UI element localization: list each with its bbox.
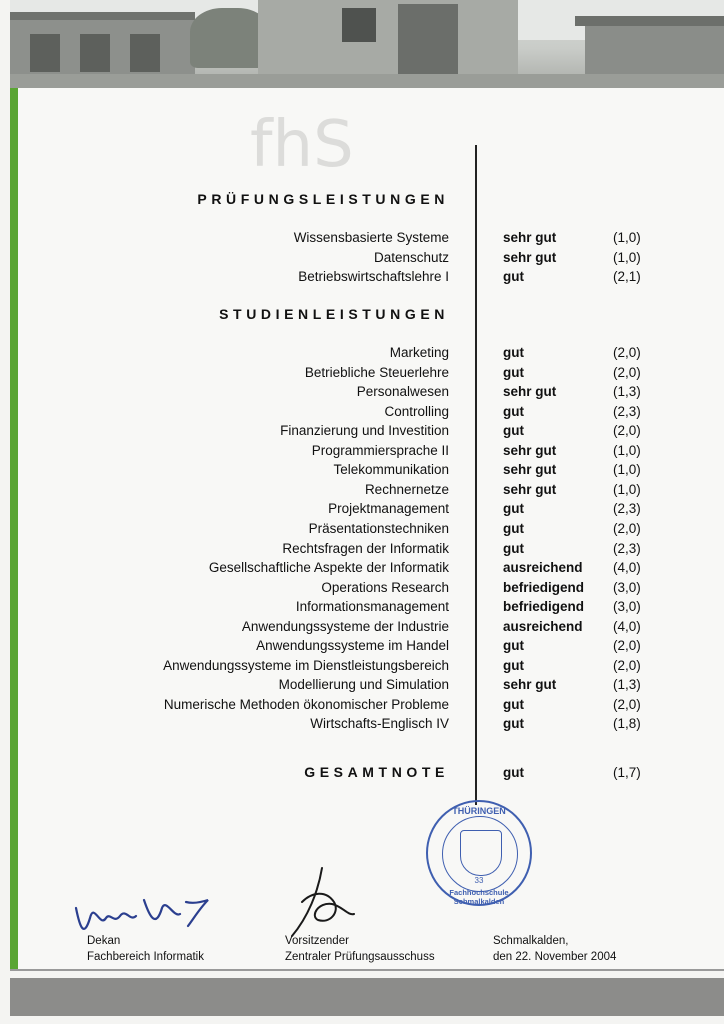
official-seal-stamp xyxy=(426,800,532,906)
grade-text: sehr gut xyxy=(503,230,557,245)
section-title-pruefungsleistungen: PRÜFUNGSLEISTUNGEN xyxy=(197,191,449,207)
grade-text: gut xyxy=(503,269,524,284)
vorsitzender-signature xyxy=(282,862,362,942)
grade-row xyxy=(0,558,724,578)
grade-text: gut xyxy=(503,364,524,380)
section-title-studienleistungen: STUDIENLEISTUNGEN xyxy=(219,306,449,322)
grade-number: (2,0) xyxy=(613,520,641,536)
grade-row xyxy=(0,441,724,461)
grade-text: befriedigend xyxy=(503,599,585,615)
grade-number: (2,0) xyxy=(613,423,641,439)
grade-number: (1,0) xyxy=(613,481,641,497)
grade-text: sehr gut xyxy=(503,384,557,400)
grade-row xyxy=(0,460,724,480)
grade-row xyxy=(0,519,724,539)
subject-name: Betriebswirtschaftslehre I xyxy=(298,269,449,284)
grade-row xyxy=(0,480,724,500)
subject-name: Controlling xyxy=(384,403,449,419)
vorsitzender-block xyxy=(285,933,435,965)
subject-name: Präsentationstechniken xyxy=(308,520,449,536)
grade-text: gut xyxy=(503,657,524,673)
grade-text: sehr gut xyxy=(503,677,557,693)
subject-name: Betriebliche Steuerlehre xyxy=(304,364,449,380)
grade-number: (2,3) xyxy=(613,501,641,517)
subject-name: Modellierung und Simulation xyxy=(278,677,449,693)
subject-name: Marketing xyxy=(389,345,449,360)
grade-number: (2,0) xyxy=(613,696,641,712)
coat-of-arms-icon xyxy=(460,830,502,876)
issue-date: den 22. November 2004 xyxy=(493,951,617,963)
gesamtnote-number: (1,7) xyxy=(613,765,641,780)
subject-name: Wissensbasierte Systeme xyxy=(293,230,449,245)
bottom-band xyxy=(10,978,724,1016)
subject-name: Informationsmanagement xyxy=(295,599,449,615)
grade-row xyxy=(0,675,724,695)
grade-number: (2,1) xyxy=(613,269,641,284)
grade-row xyxy=(0,617,724,637)
header-photo xyxy=(10,0,724,88)
subject-name: Telekommunikation xyxy=(333,462,449,478)
grade-text: sehr gut xyxy=(503,442,557,458)
grade-row xyxy=(0,597,724,617)
grade-text: gut xyxy=(503,540,524,556)
grade-row xyxy=(0,714,724,734)
grade-text: gut xyxy=(503,520,524,536)
subject-name: Anwendungssysteme der Industrie xyxy=(241,618,449,634)
grade-number: (2,3) xyxy=(613,403,641,419)
subject-name: Anwendungssysteme im Dienstleistungsbereich xyxy=(163,657,449,673)
grade-text: gut xyxy=(503,345,524,360)
gesamtnote-row xyxy=(0,763,724,783)
grade-number: (2,0) xyxy=(613,364,641,380)
gesamtnote-grade: gut xyxy=(503,765,524,780)
grade-text: gut xyxy=(503,403,524,419)
subject-name: Programmiersprache II xyxy=(311,442,449,458)
subject-name: Rechtsfragen der Informatik xyxy=(282,540,449,556)
grade-text: gut xyxy=(503,716,524,732)
grade-number: (2,0) xyxy=(613,638,641,654)
grade-row xyxy=(0,695,724,715)
stamp-bottom-text: Fachhochschule Schmalkalden xyxy=(449,888,509,906)
subject-name: Numerische Methoden ökonomischer Probleme xyxy=(163,696,449,712)
subject-name: Gesellschaftliche Aspekte der Informatik xyxy=(208,560,449,576)
grade-number: (1,3) xyxy=(613,384,641,400)
subject-name: Rechnernetze xyxy=(364,481,449,497)
watermark-logo: fhS xyxy=(250,108,354,182)
stamp-top-text: THÜRINGEN xyxy=(452,806,506,816)
subject-name: Personalwesen xyxy=(356,384,449,400)
grade-row xyxy=(0,421,724,441)
grade-text: sehr gut xyxy=(503,462,557,478)
bottom-rule xyxy=(10,969,724,971)
vorsitzender-department: Zentraler Prüfungsausschuss xyxy=(285,951,435,963)
grade-row xyxy=(0,267,724,287)
grade-row xyxy=(0,636,724,656)
grade-number: (1,0) xyxy=(613,442,641,458)
grade-number: (1,0) xyxy=(613,230,641,245)
grade-number: (3,0) xyxy=(613,579,641,595)
grade-number: (4,0) xyxy=(613,560,641,576)
grade-number: (2,0) xyxy=(613,657,641,673)
grade-text: befriedigend xyxy=(503,579,585,595)
grade-row xyxy=(0,228,724,248)
grade-number: (2,0) xyxy=(613,345,641,360)
grade-number: (1,3) xyxy=(613,677,641,693)
grade-number: (3,0) xyxy=(613,599,641,615)
grade-text: gut xyxy=(503,696,524,712)
grade-row xyxy=(0,363,724,383)
grade-row xyxy=(0,402,724,422)
grade-row xyxy=(0,539,724,559)
grade-text: ausreichend xyxy=(503,560,583,576)
subject-name: Anwendungssysteme im Handel xyxy=(256,638,449,654)
section-title-gesamtnote: GESAMTNOTE xyxy=(304,764,449,780)
grade-text: ausreichend xyxy=(503,618,583,634)
stamp-number: 33 xyxy=(474,876,484,885)
dekan-block xyxy=(87,933,204,965)
subject-name: Datenschutz xyxy=(373,249,449,265)
grade-row xyxy=(0,499,724,519)
subject-name: Operations Research xyxy=(321,579,449,595)
grade-number: (4,0) xyxy=(613,618,641,634)
grade-number: (1,0) xyxy=(613,462,641,478)
subject-name: Projektmanagement xyxy=(328,501,449,517)
dekan-title: Dekan xyxy=(87,935,121,947)
grade-text: gut xyxy=(503,423,524,439)
grade-text: sehr gut xyxy=(503,481,557,497)
grade-number: (1,8) xyxy=(613,716,641,732)
grade-row xyxy=(0,578,724,598)
place-date-block xyxy=(493,933,616,965)
grade-text: gut xyxy=(503,638,524,654)
grade-row xyxy=(0,343,724,363)
subject-name: Finanzierung und Investition xyxy=(280,423,449,439)
grade-text: gut xyxy=(503,501,524,517)
subject-name: Wirtschafts-Englisch IV xyxy=(310,716,449,732)
dekan-department: Fachbereich Informatik xyxy=(87,951,204,963)
grade-row xyxy=(0,248,724,268)
grade-row xyxy=(0,656,724,676)
place: Schmalkalden, xyxy=(493,935,569,947)
grade-number: (1,0) xyxy=(613,249,641,265)
grade-text: sehr gut xyxy=(503,249,557,265)
grade-number: (2,3) xyxy=(613,540,641,556)
vorsitzender-title: Vorsitzender xyxy=(285,935,349,947)
grade-row xyxy=(0,382,724,402)
